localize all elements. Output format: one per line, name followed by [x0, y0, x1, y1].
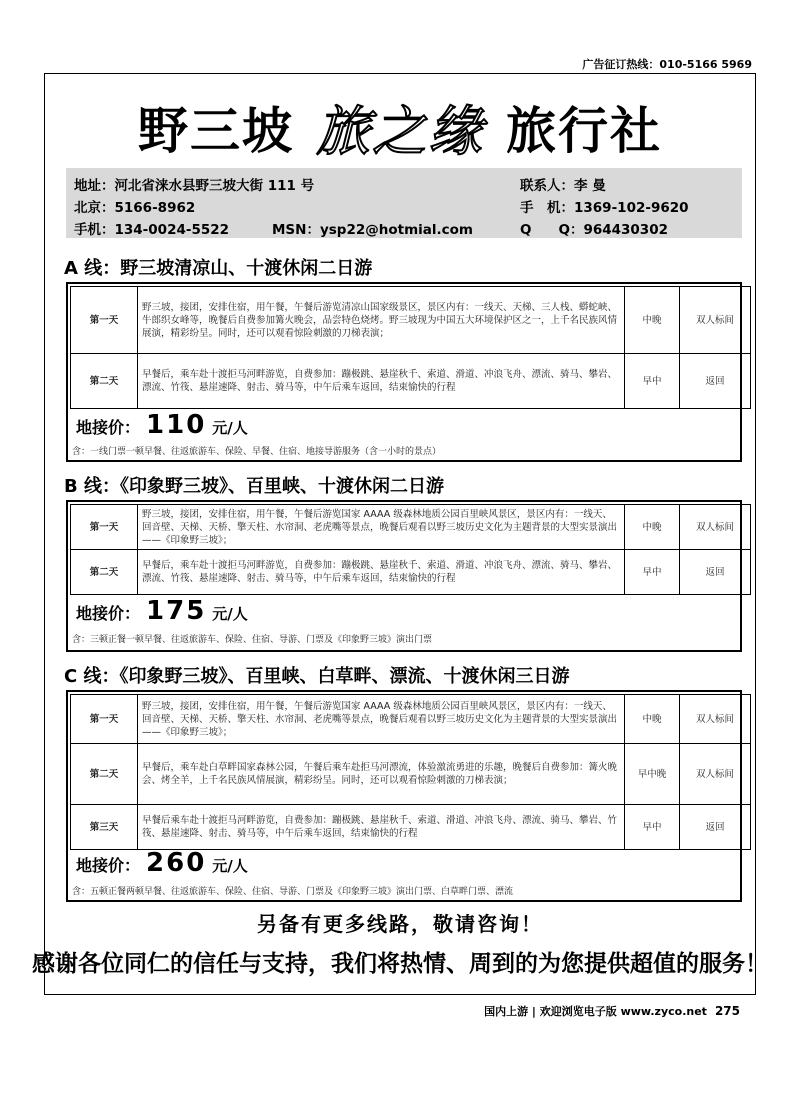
day-label: 第一天 [71, 505, 138, 550]
day-label: 第三天 [71, 805, 138, 850]
day-lodging: 返回 [680, 354, 751, 409]
day-label: 第一天 [71, 695, 138, 744]
day-lodging: 双人标间 [680, 505, 751, 550]
contact-mobile-1: 手机：134-0024-5522 [74, 222, 230, 238]
route-a-title: A 线：野三坡清凉山、十渡休闲二日游 [64, 258, 373, 279]
route-b-price [76, 596, 248, 626]
more-routes-banner: 另备有更多线路，敬请咨询！ [257, 912, 543, 936]
route-c-note: 含：五顿正餐两顿早餐、往返旅游车、保险、住宿、导游、门票及《印象野三坡》演出门票、白草畔门票、漂流 [72, 887, 514, 897]
contact-block [66, 168, 742, 238]
day-lodging: 双人标间 [680, 287, 751, 354]
price-label: 地接价： [76, 604, 141, 623]
day-lodging: 返回 [680, 550, 751, 595]
day-label: 第二天 [71, 550, 138, 595]
contact-qq: Q Q：964430302 [520, 222, 668, 238]
route-a-itinerary [70, 286, 751, 409]
table-row [71, 287, 751, 354]
route-b-itinerary [70, 504, 751, 595]
agency-brand [60, 92, 740, 162]
footer-text: 国内上游 | 欢迎浏览电子版 www.zyco.net [484, 1005, 707, 1018]
brand-logo-text: 旅之缘 [316, 99, 484, 163]
price-value: 175 [146, 596, 207, 626]
day-meals: 早中 [625, 805, 680, 850]
page-number: 275 [714, 1004, 740, 1018]
route-a-price [76, 410, 248, 440]
contact-mobile-2: 手 机：1369-102-9620 [520, 200, 689, 216]
day-label: 第二天 [71, 744, 138, 805]
price-value: 110 [146, 410, 207, 440]
route-c-price [76, 848, 248, 878]
day-meals: 中晚 [625, 287, 680, 354]
table-row [71, 744, 751, 805]
day-meals: 中晚 [625, 695, 680, 744]
day-meals: 早中 [625, 550, 680, 595]
route-a-note: 含：一线门票一顿早餐、往返旅游车、保险、早餐、住宿、地接导游服务（含一小时的景点） [72, 447, 442, 457]
table-row [71, 550, 751, 595]
brand-right: 旅行社 [506, 102, 662, 160]
thanks-slogan: 感谢各位同仁的信任与支持，我们将热情、周到的为您提供超值的服务！ [32, 951, 768, 977]
contact-msn: MSN：ysp22@hotmial.com [272, 222, 473, 238]
day-description: 早餐后，乘车赴十渡拒马河畔游览，自费参加：蹦极跳、悬崖秋千、索道、滑道、冲浪飞舟、漂流、骑马、攀岩、漂流、竹筏、悬崖速降、射击、骑马等，中午后乘车返回，结束愉快的行程 [138, 354, 625, 409]
price-label: 地接价： [76, 856, 141, 875]
day-description: 早餐后乘车赴十渡拒马河畔游览，自费参加：蹦极跳、悬崖秋千、索道、滑道、冲浪飞舟、漂流、骑马、攀岩、竹筏、悬崖速降、射击、骑马等，中午后乘车返回，结束愉快的行程 [138, 805, 625, 850]
day-description: 早餐后，乘车赴十渡拒马河畔游览，自费参加：蹦极跳、悬崖秋千、索道、滑道、冲浪飞舟、漂流、骑马、攀岩、漂流、竹筏、悬崖速降、射击、骑马等，中午后乘车返回，结束愉快的行程 [138, 550, 625, 595]
day-description: 野三坡，接团，安排住宿，用午餐，午餐后游览国家 AAAA 级森林地质公园百里峡风景区，景区内有：一线天、回音壁、天梯、天桥、擎天柱、水帘洞、老虎嘴等景点，晚餐后观看以野三坡历史文化为主题背景的大型实景演出——《印象野三坡》； [138, 505, 625, 550]
table-row [71, 354, 751, 409]
table-row [71, 505, 751, 550]
route-b-note: 含：三顿正餐一顿早餐、往返旅游车、保险、住宿、导游、门票及《印象野三坡》演出门票 [72, 635, 433, 645]
day-lodging: 双人标间 [680, 695, 751, 744]
route-c-title: C 线：《印象野三坡》、百里峡、白草畔、漂流、十渡休闲三日游 [64, 666, 570, 687]
day-label: 第二天 [71, 354, 138, 409]
price-unit: 元/人 [212, 605, 248, 623]
ad-hotline: 广告征订热线：010-5166 5969 [582, 58, 752, 71]
day-description: 野三坡，接团，安排住宿，用午餐，午餐后游览国家 AAAA 级森林地质公园百里峡风景区，景区内有：一线天、回音壁、天梯、天桥、擎天柱、水帘洞、老虎嘴等景点，晚餐后观看以野三坡历史文化为主题背景的大型实景演出——《印象野三坡》； [138, 695, 625, 744]
day-meals: 早中晚 [625, 744, 680, 805]
price-label: 地接价： [76, 418, 141, 437]
day-meals: 中晚 [625, 505, 680, 550]
route-c-itinerary [70, 694, 751, 850]
contact-person: 联系人：李 曼 [520, 178, 606, 194]
table-row [71, 695, 751, 744]
table-row [71, 805, 751, 850]
day-description: 野三坡，接团，安排住宿，用午餐，午餐后游览清凉山国家级景区，景区内有：一线天、天梯、三人栈、蟒蛇峡、牛郎织女峰等，晚餐后自费参加篝火晚会，品尝特色烧烤。野三坡现为中国五大环境保护区之一，上千名民族风情展演，精彩纷呈。同时，还可以观看惊险刺激的刀梯表演； [138, 287, 625, 354]
day-meals: 早中 [625, 354, 680, 409]
contact-beijing-phone: 北京：5166-8962 [74, 200, 196, 216]
price-value: 260 [146, 848, 207, 878]
day-lodging: 返回 [680, 805, 751, 850]
page-footer [484, 1003, 740, 1019]
brand-left: 野三坡 [138, 102, 294, 160]
price-unit: 元/人 [212, 857, 248, 875]
day-description: 早餐后，乘车赴白草畔国家森林公园，午餐后乘车赴拒马河漂流，体验激流勇进的乐趣，晚餐后自费参加：篝火晚会、烤全羊，上千名民族风情展演，精彩纷呈。同时，还可以观看惊险刺激的刀梯表演； [138, 744, 625, 805]
day-lodging: 双人标间 [680, 744, 751, 805]
price-unit: 元/人 [212, 419, 248, 437]
contact-address: 地址：河北省涞水县野三坡大街 111 号 [74, 178, 315, 194]
route-b-title: B 线：《印象野三坡》、百里峡、十渡休闲二日游 [64, 476, 444, 497]
day-label: 第一天 [71, 287, 138, 354]
